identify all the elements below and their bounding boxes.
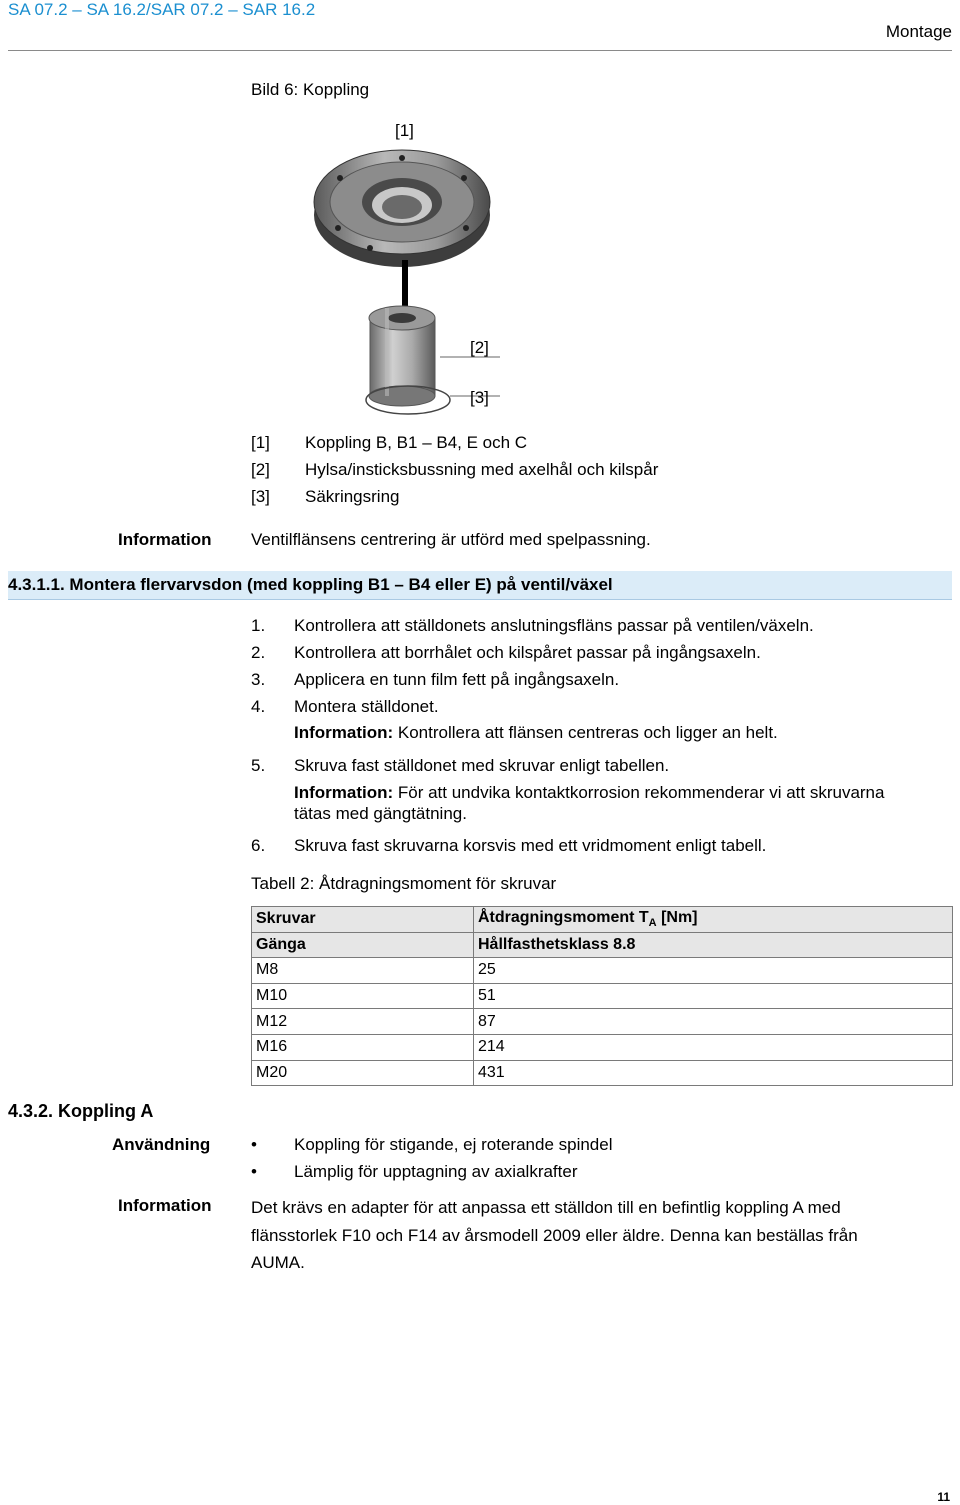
callout-2: [2]: [470, 338, 489, 357]
page-number: 11: [937, 1490, 950, 1504]
legend-text: Hylsa/insticksbussning med axelhål och kilspår: [305, 460, 659, 479]
table-row: [252, 1034, 953, 1060]
table-row: [252, 983, 953, 1009]
bullet-item: [251, 1162, 578, 1182]
header-torque-label: Åtdragningsmoment T: [478, 909, 649, 927]
coupling-illustration: [300, 110, 540, 430]
header-cell-strength: Hållfasthetsklass 8.8: [474, 932, 953, 958]
legend-text: Koppling B, B1 – B4, E och C: [305, 433, 528, 452]
step-number: 4.: [251, 697, 266, 716]
bullet-icon: •: [251, 1162, 257, 1181]
table-cell: 431: [474, 1060, 953, 1086]
step-number: 3.: [251, 670, 266, 689]
header-cell-thread: Gänga: [252, 932, 474, 958]
bullet-icon: •: [251, 1135, 257, 1154]
torque-table: [251, 906, 953, 1086]
step-note: [294, 782, 884, 824]
header-cell-torque: [474, 907, 953, 933]
legend-item-3: [251, 487, 400, 507]
step-item: [251, 836, 766, 856]
legend-number: [1]: [251, 433, 270, 452]
table-cell: M16: [252, 1034, 474, 1060]
step-item: [251, 670, 619, 690]
step-note: [294, 722, 778, 743]
table-row: [252, 1060, 953, 1086]
section-heading: 4.3.2. Koppling A: [8, 1101, 154, 1121]
note-label: Information:: [294, 723, 394, 742]
info-line: flänsstorlek F10 och F14 av årsmodell 2009 eller äldre. Denna kan beställas från: [251, 1225, 858, 1245]
step-number: 1.: [251, 616, 266, 635]
step-number: 2.: [251, 643, 266, 662]
note-text: tätas med gängtätning.: [294, 804, 467, 823]
note-label: Information:: [294, 783, 394, 802]
table-row: [252, 958, 953, 984]
legend-number: [2]: [251, 460, 270, 479]
table-cell: 51: [474, 983, 953, 1009]
step-item: [251, 697, 439, 717]
table-cell: M12: [252, 1009, 474, 1035]
use-label: Användning: [112, 1135, 211, 1154]
info-text: Ventilflänsens centrering är utförd med spelpassning.: [251, 530, 651, 549]
header-cell-screws: Skruvar: [252, 907, 474, 933]
legend-number: [3]: [251, 487, 270, 506]
step-text: Kontrollera att ställdonets anslutningsfläns passar på ventilen/växeln.: [294, 616, 814, 635]
table-cell: M20: [252, 1060, 474, 1086]
section-name: Montage: [885, 22, 952, 41]
step-text: Applicera en tunn film fett på ingångsaxeln.: [294, 670, 620, 689]
bullet-text: Lämplig för upptagning av axialkrafter: [294, 1162, 578, 1181]
bullet-text: Koppling för stigande, ej roterande spindel: [294, 1135, 613, 1154]
table-caption: Tabell 2: Åtdragningsmoment för skruvar: [251, 874, 557, 893]
table-cell: 87: [474, 1009, 953, 1035]
bullet-item: [251, 1135, 613, 1155]
callout-3: [3]: [470, 388, 489, 407]
figure-caption: Bild 6: Koppling: [251, 80, 370, 99]
table-header-row: [252, 907, 953, 933]
step-item: [251, 756, 669, 776]
step-number: 6.: [251, 836, 266, 855]
table-header-row: [252, 932, 953, 958]
table-cell: M8: [252, 958, 474, 984]
header-divider: [8, 50, 952, 51]
table-cell: M10: [252, 983, 474, 1009]
note-text: Kontrollera att flänsen centreras och ligger an helt.: [393, 723, 778, 742]
legend-item-2: [251, 460, 658, 480]
legend-text: Säkringsring: [305, 487, 400, 506]
info-paragraph: [251, 1194, 858, 1277]
table-row: [252, 1009, 953, 1035]
coupling-flange: [314, 150, 490, 267]
header-torque-subscript: A: [648, 917, 657, 930]
step-item: [251, 616, 814, 636]
info-label: Information: [118, 1196, 212, 1215]
step-text: Montera ställdonet.: [294, 697, 439, 716]
legend-item-1: [251, 433, 527, 453]
section-heading: 4.3.1.1. Montera flervarvsdon (med koppling B1 – B4 eller E) på ventil/växel: [8, 575, 613, 594]
step-text: Kontrollera att borrhålet och kilspåret passar på ingångsaxeln.: [294, 643, 761, 662]
header-torque-unit: [Nm]: [656, 909, 698, 927]
coupling-sleeve: [369, 306, 435, 406]
note-text: För att undvika kontaktkorrosion rekommenderar vi att skruvarna: [393, 783, 885, 802]
callout-1: [1]: [395, 121, 414, 140]
step-item: [251, 643, 761, 663]
step-text: Skruva fast ställdonet med skruvar enligt tabellen.: [294, 756, 670, 775]
document-title: SA 07.2 – SA 16.2/SAR 07.2 – SAR 16.2: [8, 0, 316, 19]
info-line: AUMA.: [251, 1253, 305, 1272]
step-number: 5.: [251, 756, 266, 775]
info-line: Det krävs en adapter för att anpassa ett ställdon till en befintlig koppling A med: [251, 1198, 841, 1217]
table-cell: 214: [474, 1034, 953, 1060]
table-cell: 25: [474, 958, 953, 984]
info-label: Information: [118, 530, 212, 549]
step-text: Skruva fast skruvarna korsvis med ett vridmoment enligt tabell.: [294, 836, 767, 855]
